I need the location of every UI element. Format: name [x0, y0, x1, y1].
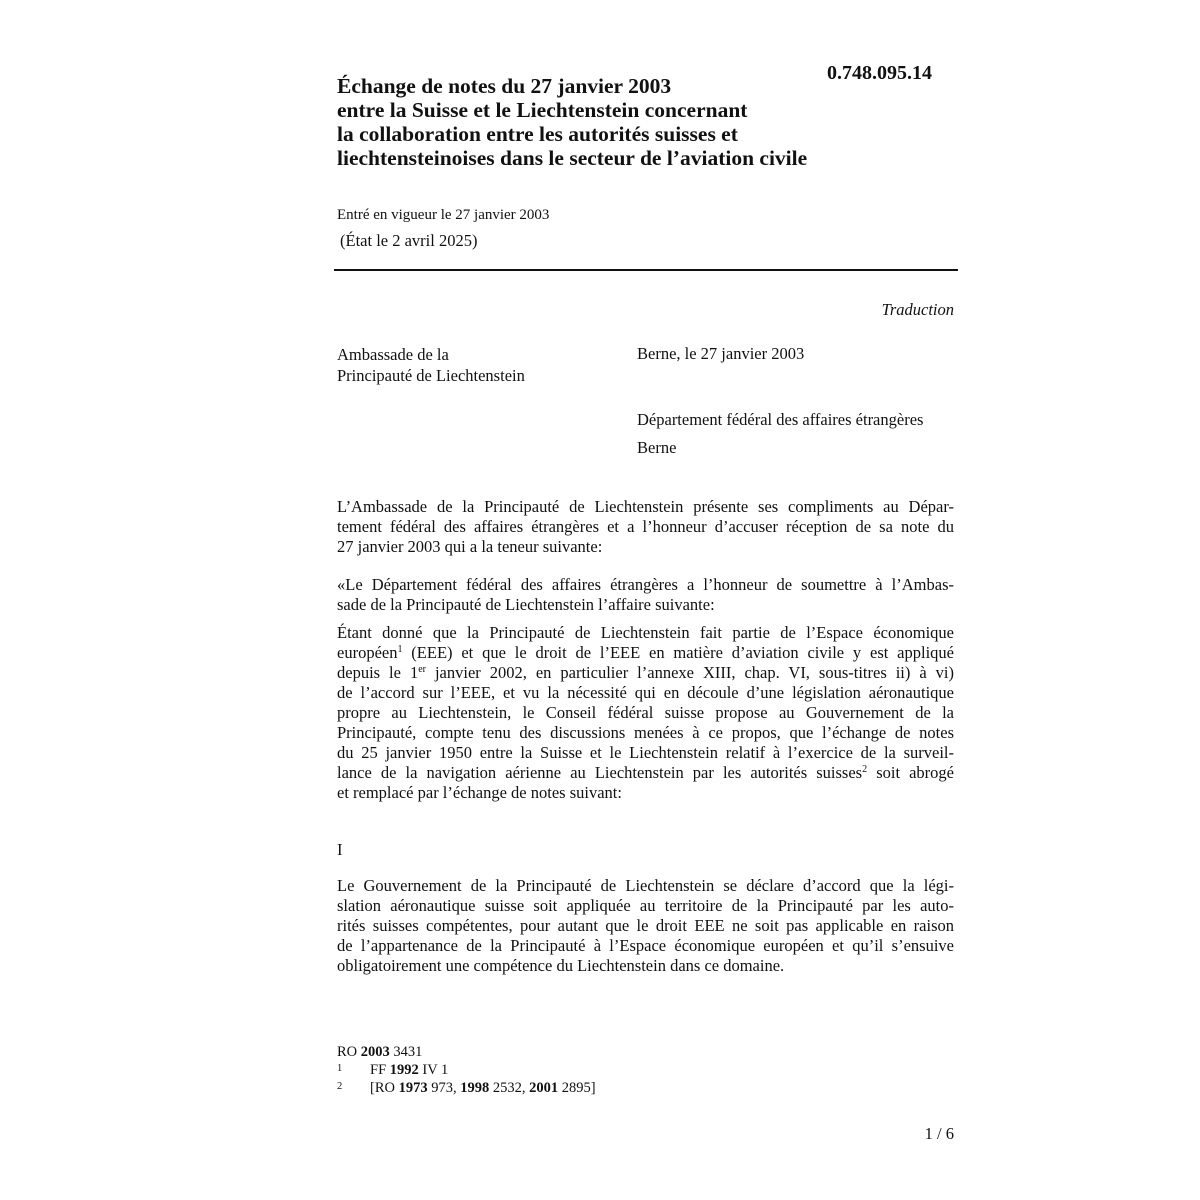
paragraph-line: lance de la navigation aérienne au Liechtenstein par les autorités suisses$^2$ soit abrogé	[337, 763, 954, 782]
state-date: (État le 2 avril 2025)	[340, 231, 478, 250]
recipient-line: Berne	[637, 438, 677, 457]
footnote-number: 1	[337, 1063, 343, 1074]
place-date: Berne, le 27 janvier 2003	[637, 344, 805, 363]
paragraph-line: européen$^1$ (EEE) et que le droit de l’EEE en matière d’aviation civile y est appliqué	[337, 643, 954, 662]
paragraph-line: rités suisses compétentes, pour autant que le droit EEE ne soit pas applicable en raison	[337, 916, 954, 935]
sender-line: Ambassade de la	[337, 345, 449, 364]
paragraph-line: slation aéronautique suisse soit appliquée au territoire de la Principauté par les auto-	[337, 896, 954, 915]
footnote-2	[337, 1080, 737, 1097]
title-line: entre la Suisse et le Liechtenstein concernant	[337, 98, 748, 122]
header-divider	[334, 269, 958, 271]
footnote-text: FF 1992 IV 1	[370, 1062, 449, 1078]
title-line: liechtensteinoises dans le secteur de l’aviation civile	[337, 146, 808, 170]
recipient-line: Département fédéral des affaires étrangères	[637, 410, 924, 429]
paragraph-line: Le Gouvernement de la Principauté de Liechtenstein se déclare d’accord que la légi-	[337, 876, 954, 895]
sr-number: 0.748.095.14	[827, 62, 932, 84]
paragraph-line: obligatoirement une compétence du Liechtenstein dans ce domaine.	[337, 956, 785, 975]
footnote-1	[337, 1062, 737, 1079]
paragraph-line: propre au Liechtenstein, le Conseil fédéral suisse propose au Gouvernement de la	[337, 703, 954, 722]
translation-label: Traduction	[881, 300, 954, 319]
sender-line: Principauté de Liechtenstein	[337, 366, 525, 385]
paragraph-line: tement fédéral des affaires étrangères et a l’honneur d’accuser réception de sa note du	[337, 517, 954, 536]
footnote-number: 2	[337, 1081, 343, 1092]
paragraph-section-1	[337, 876, 954, 976]
page-number: 1 / 6	[924, 1124, 954, 1143]
footnote-text: [RO 1973 973, 1998 2532, 2001 2895]	[370, 1080, 596, 1096]
paragraph-line: du 25 janvier 1950 entre la Suisse et le Liechtenstein relatif à l’exercice de la surveil-	[337, 743, 954, 762]
paragraph-line: Étant donné que la Principauté de Liechtenstein fait partie de l’Espace économique	[337, 623, 954, 642]
paragraph-line: de l’appartenance de la Principauté à l’Espace économique européen et qu’il s’ensuive	[337, 936, 954, 955]
paragraph-line: et remplacé par l’échange de notes suivant:	[337, 783, 622, 802]
paragraph-quote-intro	[337, 575, 954, 615]
paragraph-eee-context	[337, 623, 954, 803]
superscript-er: er	[418, 664, 426, 675]
paragraph-line: depuis le 1er janvier 2002, en particulier l’annexe XIII, chap. VI, sous-titres ii) à vi)	[337, 663, 954, 682]
sender-block	[337, 344, 525, 386]
footnote-ref-1[interactable]: 1	[397, 644, 403, 655]
recipient-block	[637, 406, 923, 462]
document-title	[337, 74, 897, 170]
paragraph-line: 27 janvier 2003 qui a la teneur suivante:	[337, 537, 603, 556]
paragraph-line: «Le Département fédéral des affaires étrangères a l’honneur de soumettre à l’Ambas-	[337, 575, 954, 594]
paragraph-acknowledgement	[337, 497, 954, 557]
paragraph-line: de l’accord sur l’EEE, et vu la nécessité qui en découle d’une législation aéronautique	[337, 683, 954, 702]
entry-into-force: Entré en vigueur le 27 janvier 2003	[337, 207, 550, 223]
title-line: Échange de notes du 27 janvier 2003	[337, 74, 672, 98]
section-number: I	[337, 840, 343, 859]
paragraph-line: Principauté, compte tenu des discussions menées à ce propos, que l’échange de notes	[337, 723, 954, 742]
paragraph-line: sade de la Principauté de Liechtenstein l’affaire suivante:	[337, 595, 715, 614]
paragraph-line: L’Ambassade de la Principauté de Liechtenstein présente ses compliments au Dépar-	[337, 497, 954, 516]
footnote-ref-2[interactable]: 2	[862, 764, 868, 775]
footnote-ro: RO 2003 3431	[337, 1044, 423, 1060]
title-line: la collaboration entre les autorités suisses et	[337, 122, 738, 146]
